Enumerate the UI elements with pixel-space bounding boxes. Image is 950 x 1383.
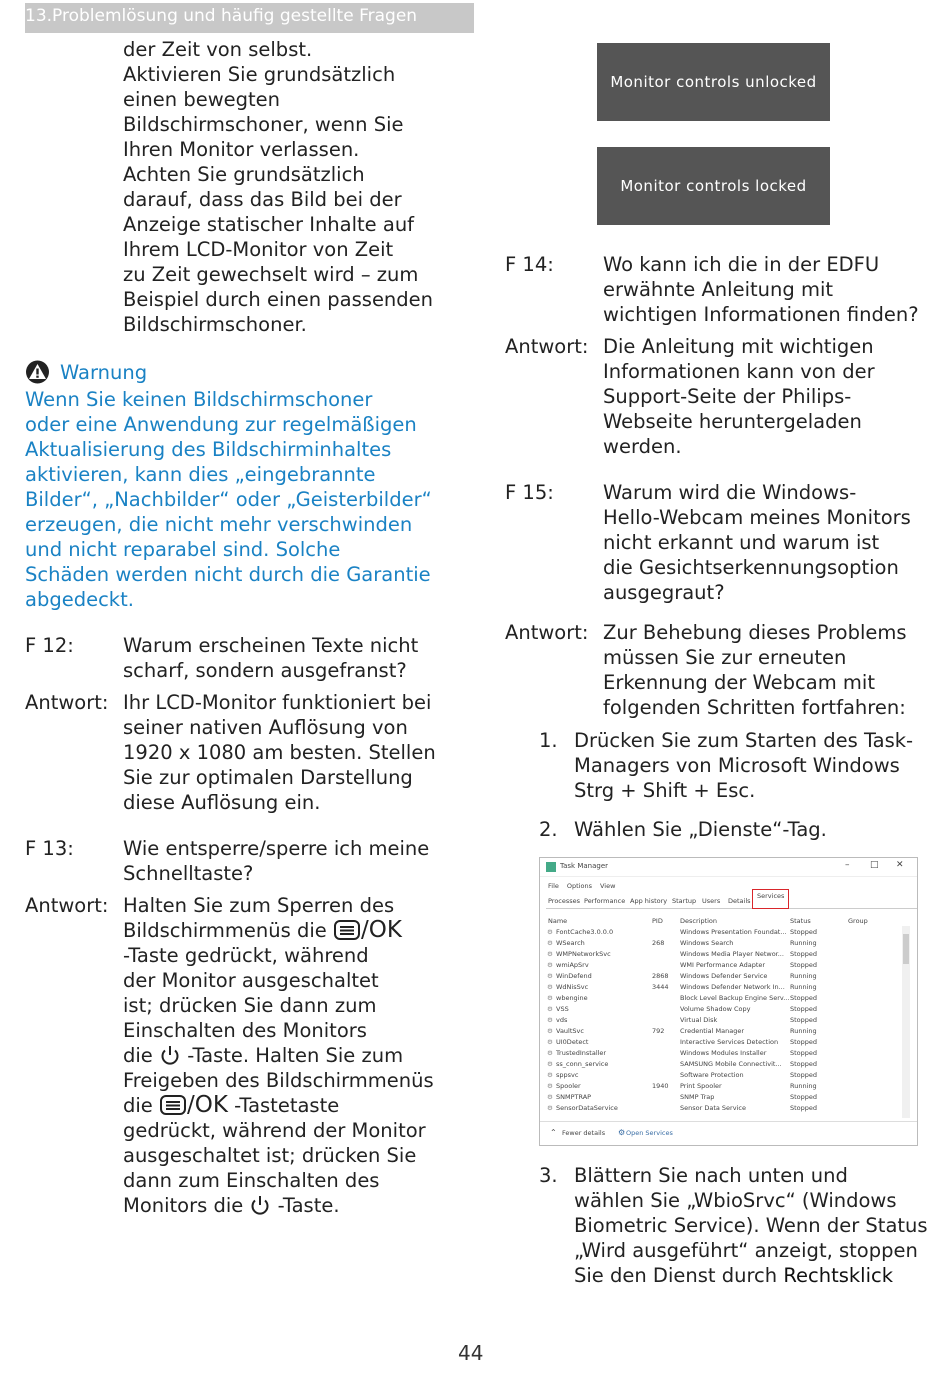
service-icon: ⚙ — [547, 1027, 553, 1035]
tm-column-header[interactable]: Description — [680, 917, 718, 925]
tm-service-row[interactable] — [540, 994, 917, 1005]
warning-line: oder eine Anwendung zur regelmäßigen — [25, 413, 417, 436]
answer-text — [603, 620, 933, 720]
tm-service-row[interactable] — [540, 1038, 917, 1049]
service-icon: ⚙ — [547, 928, 553, 936]
tm-cell: Stopped — [790, 1038, 818, 1046]
answer-line: gedrückt, während der Monitor — [123, 1119, 426, 1142]
tm-cell: Block Level Backup Engine Serv... — [680, 994, 790, 1002]
tm-cell: SNMP Trap — [680, 1093, 715, 1101]
power-icon — [249, 1194, 271, 1216]
tm-cell: Stopped — [790, 961, 818, 969]
answer-line: die /OK -Tastetaste — [123, 1092, 340, 1118]
answer-13 — [25, 893, 465, 1223]
tm-cell: Running — [790, 1027, 817, 1035]
tm-menu-item[interactable]: View — [599, 882, 616, 890]
step-number: 2. — [539, 818, 558, 841]
question-text — [123, 633, 453, 683]
warning-line: Wenn Sie keinen Bildschirmschoner — [25, 388, 373, 411]
answer-line: Die Anleitung mit wichtigen — [603, 335, 874, 358]
step-2 — [539, 817, 939, 843]
step-1 — [539, 728, 939, 806]
question-label: F 14: — [505, 253, 554, 276]
tm-cell: Volume Shadow Copy — [680, 1005, 751, 1013]
intro-line: Achten Sie grundsätzlich — [123, 163, 365, 186]
intro-line: Anzeige statischer Inhalte auf — [123, 213, 415, 236]
tm-service-row[interactable] — [540, 1005, 917, 1016]
tm-cell: Windows Media Player Networ... — [680, 950, 784, 958]
question-text — [603, 252, 933, 327]
tm-service-row[interactable] — [540, 1104, 917, 1115]
intro-line: Beispiel durch einen passenden — [123, 288, 434, 311]
answer-14 — [505, 334, 935, 464]
tm-tab[interactable]: Performance — [584, 897, 626, 905]
tm-service-row[interactable] — [540, 1016, 917, 1027]
tm-tab[interactable]: App history — [630, 897, 668, 905]
answer-line: Informationen kann von der — [603, 360, 875, 383]
answer-text — [603, 334, 933, 459]
step-number: 3. — [539, 1164, 558, 1187]
fewer-details-link[interactable]: Fewer details — [562, 1129, 606, 1137]
tm-tab[interactable]: Users — [702, 897, 721, 905]
warning-text — [25, 387, 465, 612]
intro-line: einen bewegten — [123, 88, 281, 111]
question-line: wichtigen Informationen finden? — [603, 303, 919, 326]
warning-line: erzeugen, die nicht mehr verschwinden — [25, 513, 413, 536]
tm-cell: vds — [556, 1016, 568, 1024]
question-line: scharf, sondern ausgefranst? — [123, 659, 407, 682]
answer-label: Antwort: — [25, 894, 109, 917]
maximize-button[interactable]: □ — [870, 860, 879, 870]
intro-text — [123, 37, 453, 337]
tm-column-header[interactable]: Name — [548, 917, 568, 925]
tm-cell: VSS — [556, 1005, 569, 1013]
osd-locked-text: Monitor controls locked — [620, 177, 807, 195]
intro-line: Bildschirmschoner, wenn Sie — [123, 113, 404, 136]
tm-service-row[interactable] — [540, 1060, 917, 1071]
answer-line: ist; drücken Sie dann zum — [123, 994, 377, 1017]
osd-locked-message — [597, 147, 830, 225]
warning-title: Warnung — [60, 361, 148, 384]
tm-service-row[interactable] — [540, 961, 917, 972]
step-text — [574, 728, 913, 803]
warning-icon — [25, 360, 50, 384]
tm-cell: VaultSvc — [556, 1027, 584, 1035]
tm-cell: WSearch — [556, 939, 585, 947]
answer-line: ausgeschaltet ist; drücken Sie — [123, 1144, 417, 1167]
tm-cell: Windows Defender Network In... — [680, 983, 785, 991]
step-line: Strg + Shift + Esc. — [574, 779, 756, 802]
tm-cell: Running — [790, 972, 817, 980]
question-line: die Gesichtserkennungsoption — [603, 556, 899, 579]
service-icon: ⚙ — [547, 961, 553, 969]
tm-cell: Running — [790, 1082, 817, 1090]
step-line: wählen Sie „WbioSrvc“ (Windows — [574, 1189, 897, 1212]
tm-service-row[interactable] — [540, 983, 917, 994]
answer-line: diese Auflösung ein. — [123, 791, 321, 814]
service-icon: ⚙ — [547, 1016, 553, 1024]
answer-line: Erkennung der Webcam mit — [603, 671, 875, 694]
tm-title: Task Manager — [560, 862, 609, 870]
osd-unlocked-message — [597, 43, 830, 121]
answer-line: Monitors die -Taste. — [123, 1194, 340, 1217]
step-line: Blättern Sie nach unten und — [574, 1164, 848, 1187]
tm-cell: sppsvc — [556, 1071, 579, 1079]
warning-line: aktivieren, kann dies „eingebrannte — [25, 463, 376, 486]
question-13 — [25, 836, 455, 888]
tm-tab[interactable]: Details — [728, 897, 751, 905]
tm-service-row[interactable] — [540, 939, 917, 950]
answer-line: Support-Seite der Philips- — [603, 385, 852, 408]
service-icon: ⚙ — [547, 1049, 553, 1057]
answer-label: Antwort: — [505, 335, 589, 358]
answer-line: -Taste gedrückt, während — [123, 944, 369, 967]
tm-column-header[interactable]: PID — [652, 917, 663, 925]
step-line: „Wird ausgeführt“ anzeigt, stoppen — [574, 1239, 918, 1262]
question-label: F 12: — [25, 634, 74, 657]
tm-cell: Spooler — [556, 1082, 581, 1090]
tm-cell: Stopped — [790, 994, 818, 1002]
question-text — [603, 480, 933, 605]
tm-cell: ss_conn_service — [556, 1060, 609, 1068]
intro-line: Aktivieren Sie grundsätzlich — [123, 63, 396, 86]
page-number: 44 — [458, 1341, 484, 1365]
service-icon: ⚙ — [547, 1082, 553, 1090]
question-label: F 15: — [505, 481, 554, 504]
tm-footer: ⌃ Fewer details ⚙ Open Services — [540, 1121, 917, 1146]
warning-line: Bilder“, „Nachbilder“ oder „Geisterbilder“ — [25, 488, 432, 511]
tm-cell: Windows Search — [680, 939, 734, 947]
tm-cell: 2868 — [652, 972, 669, 980]
task-manager-screenshot — [539, 857, 918, 1146]
tm-service-row[interactable] — [540, 1049, 917, 1060]
answer-line: Halten Sie zum Sperren des — [123, 894, 395, 917]
tm-menu — [548, 882, 623, 890]
tm-cell: Sensor Data Service — [680, 1104, 746, 1112]
answer-line: Freigeben des Bildschirmmenüs — [123, 1069, 434, 1092]
tm-cell: Windows Presentation Foundat... — [680, 928, 787, 936]
service-icon: ⚙ — [547, 994, 553, 1002]
tm-menu-item[interactable]: File — [548, 882, 559, 890]
service-icon: ⚙ — [547, 983, 553, 991]
tm-cell: SAMSUNG Mobile Connectivit... — [680, 1060, 782, 1068]
answer-line: müssen Sie zur erneuten — [603, 646, 847, 669]
answer-line: Ihr LCD-Monitor funktioniert bei — [123, 691, 432, 714]
warning-line: Aktualisierung des Bildschirminhaltes — [25, 438, 392, 461]
warning-line: abgedeckt. — [25, 588, 134, 611]
intro-line: Ihren Monitor verlassen. — [123, 138, 360, 161]
answer-label: Antwort: — [505, 621, 589, 644]
answer-line: dann zum Einschalten des — [123, 1169, 380, 1192]
question-line: Schnelltaste? — [123, 862, 254, 885]
tm-cell: TrustedInstaller — [556, 1049, 607, 1057]
tm-cell: Print Spooler — [680, 1082, 722, 1090]
menu-icon — [333, 919, 361, 941]
tm-cell: FontCache3.0.0.0 — [556, 928, 614, 936]
tm-cell: WMPNetworkSvc — [556, 950, 611, 958]
step-line: Sie den Dienst durch Rechtsklick — [574, 1264, 894, 1287]
tm-cell: Stopped — [790, 1005, 818, 1013]
tm-cell: Running — [790, 939, 817, 947]
question-line: ausgegraut? — [603, 581, 725, 604]
question-14 — [505, 252, 935, 330]
tm-cell: Stopped — [790, 928, 818, 936]
answer-label: Antwort: — [25, 691, 109, 714]
answer-line: werden. — [603, 435, 682, 458]
answer-line: Bildschirmmenüs die /OK — [123, 917, 402, 943]
step-line: Managers von Microsoft Windows — [574, 754, 900, 777]
intro-line: darauf, dass das Bild bei der — [123, 188, 402, 211]
service-icon: ⚙ — [547, 1104, 553, 1112]
service-icon: ⚙ — [547, 1005, 553, 1013]
tm-cell: Virtual Disk — [680, 1016, 718, 1024]
step-line: Wählen Sie „Dienste“-Tag. — [574, 818, 827, 841]
step-text — [574, 817, 827, 842]
tm-service-row[interactable] — [540, 1082, 917, 1093]
tm-cell: 3444 — [652, 983, 669, 991]
answer-line: Webseite heruntergeladen — [603, 410, 862, 433]
tm-tab[interactable]: Processes — [548, 897, 581, 905]
question-line: Hello-Webcam meines Monitors — [603, 506, 911, 529]
intro-line: Ihrem LCD-Monitor von Zeit — [123, 238, 394, 261]
menu-icon — [159, 1094, 187, 1116]
question-line: erwähnte Anleitung mit — [603, 278, 834, 301]
step-line: Biometric Service). Wenn der Status — [574, 1214, 928, 1237]
answer-line: Einschalten des Monitors — [123, 1019, 367, 1042]
tm-column-headers — [540, 916, 917, 926]
question-line: Warum wird die Windows- — [603, 481, 857, 504]
tm-tab[interactable]: Startup — [672, 897, 697, 905]
osd-unlocked-text: Monitor controls unlocked — [610, 73, 817, 91]
answer-line: folgenden Schritten fortfahren: — [603, 696, 906, 719]
tm-cell: 1940 — [652, 1082, 669, 1090]
tm-cell: WdNisSvc — [556, 983, 589, 991]
intro-line: zu Zeit gewechselt wird – zum — [123, 263, 419, 286]
question-12 — [25, 633, 455, 685]
power-icon — [159, 1044, 181, 1066]
task-manager-icon — [546, 862, 556, 872]
question-line: Wo kann ich die in der EDFU — [603, 253, 880, 276]
question-line: Wie entsperre/sperre ich meine — [123, 837, 430, 860]
answer-text — [123, 690, 453, 815]
step-3 — [539, 1163, 939, 1291]
tm-cell: Stopped — [790, 1060, 818, 1068]
tm-cell: 792 — [652, 1027, 665, 1035]
tm-cell: UI0Detect — [556, 1038, 589, 1046]
tm-cell: Stopped — [790, 950, 818, 958]
minimize-button[interactable]: – — [845, 860, 850, 870]
service-icon: ⚙ — [547, 1071, 553, 1079]
step-text — [574, 1163, 928, 1288]
service-icon: ⚙ — [547, 972, 553, 980]
tm-cell: 268 — [652, 939, 665, 947]
tm-menu-item[interactable]: Options — [566, 882, 592, 890]
tm-tab[interactable]: Services — [752, 889, 789, 909]
tm-service-row[interactable] — [540, 1027, 917, 1038]
question-line: Warum erscheinen Texte nicht — [123, 634, 419, 657]
tm-cell: Credential Manager — [680, 1027, 745, 1035]
step-number: 1. — [539, 729, 558, 752]
intro-line: Bildschirmschoner. — [123, 313, 307, 336]
step-line: Drücken Sie zum Starten des Task- — [574, 729, 914, 752]
intro-line: der Zeit von selbst. — [123, 38, 313, 61]
tm-cell: WinDefend — [556, 972, 592, 980]
tm-cell: Running — [790, 983, 817, 991]
section-title: 13.Problemlösung und häufig gestellte Fragen — [25, 6, 418, 26]
tm-cell: Software Protection — [680, 1071, 744, 1079]
tm-cell: Interactive Services Detection — [680, 1038, 779, 1046]
answer-line: Sie zur optimalen Darstellung — [123, 766, 413, 789]
tm-cell: Stopped — [790, 1071, 818, 1079]
tm-titlebar — [540, 858, 917, 877]
question-line: nicht erkannt und warum ist — [603, 531, 880, 554]
answer-line: die -Taste. Halten Sie zum — [123, 1044, 404, 1067]
tm-service-row[interactable] — [540, 1071, 917, 1082]
tm-cell: Stopped — [790, 1104, 818, 1112]
tm-service-row[interactable] — [540, 972, 917, 983]
tm-cell: wmiApSrv — [556, 961, 589, 969]
answer-line: seiner nativen Auflösung von — [123, 716, 408, 739]
answer-15 — [505, 620, 935, 724]
tm-cell: WMI Performance Adapter — [680, 961, 766, 969]
tm-service-row[interactable] — [540, 928, 917, 939]
warning-line: und nicht reparabel sind. Solche — [25, 538, 341, 561]
tm-cell: SNMPTRAP — [556, 1093, 592, 1101]
tm-cell: Stopped — [790, 1016, 818, 1024]
tm-cell: Stopped — [790, 1049, 818, 1057]
tm-cell: Windows Modules Installer — [680, 1049, 767, 1057]
service-icon: ⚙ — [547, 1038, 553, 1046]
service-icon: ⚙ — [547, 1093, 553, 1101]
section-header — [25, 3, 474, 33]
tm-column-header[interactable]: Group — [848, 917, 868, 925]
question-text — [123, 836, 453, 886]
answer-text — [123, 893, 463, 1218]
tm-service-row[interactable] — [540, 950, 917, 961]
tm-column-header[interactable]: Status — [790, 917, 811, 925]
answer-line: der Monitor ausgeschaltet — [123, 969, 379, 992]
tm-cell: wbengine — [556, 994, 588, 1002]
warning-line: Schäden werden nicht durch die Garantie — [25, 563, 431, 586]
question-label: F 13: — [25, 837, 74, 860]
tm-service-row[interactable] — [540, 1093, 917, 1104]
service-icon: ⚙ — [547, 1060, 553, 1068]
tm-cell: Windows Defender Service — [680, 972, 768, 980]
tm-tabs — [546, 894, 917, 909]
answer-12 — [25, 690, 455, 820]
tm-cell: Stopped — [790, 1093, 818, 1101]
service-icon: ⚙ — [547, 939, 553, 947]
answer-line: 1920 x 1080 am besten. Stellen — [123, 741, 436, 764]
tm-cell: SensorDataService — [556, 1104, 618, 1112]
question-15 — [505, 480, 935, 608]
close-button[interactable]: ✕ — [896, 860, 904, 870]
tm-scrollbar[interactable] — [902, 926, 910, 1118]
service-icon: ⚙ — [547, 950, 553, 958]
open-services-link[interactable]: Open Services — [626, 1129, 673, 1137]
answer-line: Zur Behebung dieses Problems — [603, 621, 907, 644]
